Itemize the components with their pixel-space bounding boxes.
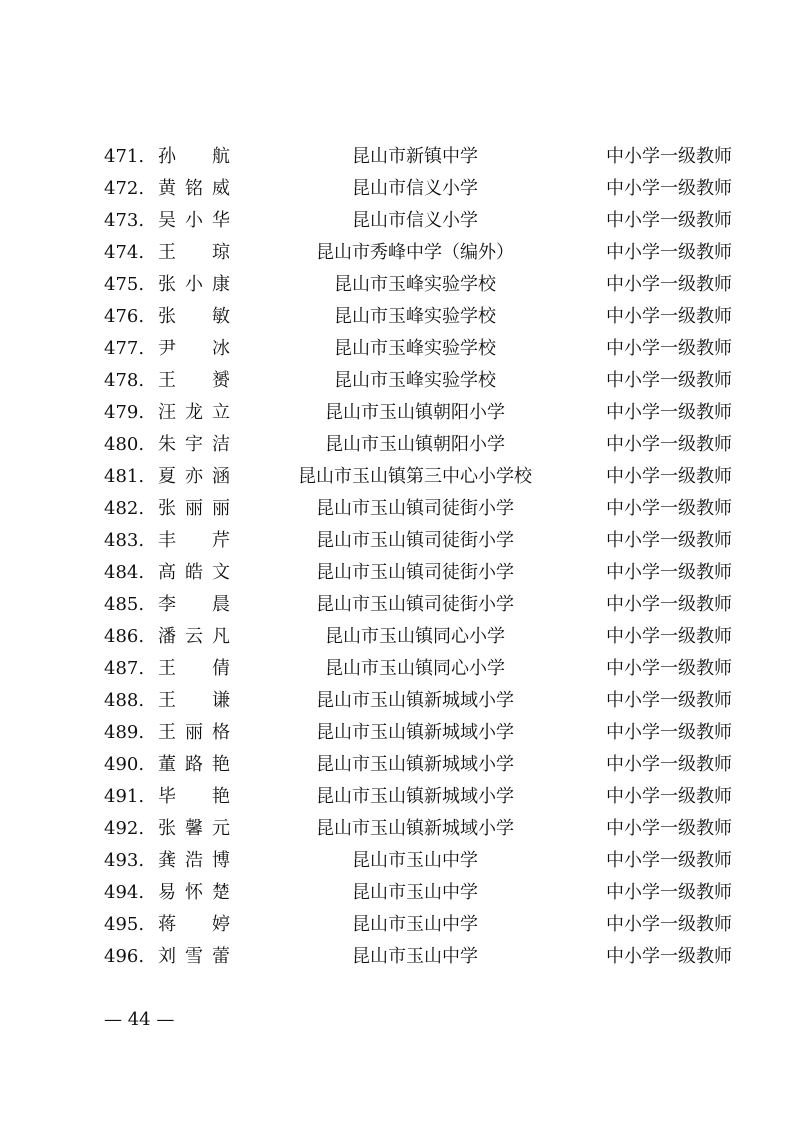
list-item (0, 877, 793, 909)
list-item (0, 781, 793, 813)
teacher-name: 张馨元 (158, 818, 230, 839)
teacher-name: 王 琼 (158, 242, 230, 263)
school-name: 昆山市玉山中学 (352, 850, 478, 871)
entry-number: 484. (104, 562, 145, 583)
teacher-name: 张丽丽 (158, 498, 230, 519)
teacher-title: 中小学一级教师 (606, 530, 732, 551)
teacher-name: 孙 航 (158, 146, 230, 167)
entry-number: 473. (104, 210, 145, 231)
teacher-title: 中小学一级教师 (606, 786, 732, 807)
teacher-name: 毕 艳 (158, 786, 230, 807)
teacher-title: 中小学一级教师 (606, 882, 732, 903)
teacher-name: 夏亦涵 (158, 466, 230, 487)
school-name: 昆山市玉山镇新城域小学 (316, 818, 514, 839)
teacher-name: 蒋 婷 (158, 914, 230, 935)
teacher-name: 高皓文 (158, 562, 230, 583)
teacher-name: 王 倩 (158, 658, 230, 679)
list-item (0, 557, 793, 589)
school-name: 昆山市新镇中学 (352, 146, 478, 167)
teacher-name: 张小康 (158, 274, 230, 295)
teacher-title: 中小学一级教师 (606, 946, 732, 967)
teacher-title: 中小学一级教师 (606, 690, 732, 711)
list-item (0, 429, 793, 461)
teacher-name: 董路艳 (158, 754, 230, 775)
school-name: 昆山市玉山镇朝阳小学 (325, 402, 505, 423)
teacher-title: 中小学一级教师 (606, 754, 732, 775)
list-item (0, 717, 793, 749)
entry-number: 487. (104, 658, 145, 679)
teacher-title: 中小学一级教师 (606, 498, 732, 519)
list-item (0, 173, 793, 205)
list-item (0, 461, 793, 493)
teacher-title: 中小学一级教师 (606, 274, 732, 295)
teacher-name: 朱宇洁 (158, 434, 230, 455)
entry-number: 480. (104, 434, 145, 455)
list-item (0, 333, 793, 365)
entry-number: 496. (104, 946, 145, 967)
teacher-title: 中小学一级教师 (606, 658, 732, 679)
entry-number: 476. (104, 306, 145, 327)
list-item (0, 269, 793, 301)
school-name: 昆山市玉山中学 (352, 914, 478, 935)
list-item (0, 493, 793, 525)
teacher-title: 中小学一级教师 (606, 402, 732, 423)
teacher-title: 中小学一级教师 (606, 146, 732, 167)
entry-number: 477. (104, 338, 145, 359)
teacher-title: 中小学一级教师 (606, 242, 732, 263)
school-name: 昆山市玉山镇新城域小学 (316, 754, 514, 775)
entry-number: 475. (104, 274, 145, 295)
entry-number: 478. (104, 370, 145, 391)
teacher-list (0, 141, 793, 973)
list-item (0, 845, 793, 877)
teacher-title: 中小学一级教师 (606, 626, 732, 647)
school-name: 昆山市玉峰实验学校 (334, 370, 496, 391)
school-name: 昆山市玉山镇第三中心小学校 (298, 466, 532, 487)
school-name: 昆山市玉峰实验学校 (334, 338, 496, 359)
teacher-title: 中小学一级教师 (606, 850, 732, 871)
teacher-name: 尹 冰 (158, 338, 230, 359)
entry-number: 474. (104, 242, 145, 263)
teacher-name: 张 敏 (158, 306, 230, 327)
entry-number: 471. (104, 146, 145, 167)
school-name: 昆山市玉山镇新城域小学 (316, 786, 514, 807)
entry-number: 482. (104, 498, 145, 519)
school-name: 昆山市玉山镇新城域小学 (316, 722, 514, 743)
entry-number: 479. (104, 402, 145, 423)
teacher-title: 中小学一级教师 (606, 562, 732, 583)
entry-number: 490. (104, 754, 145, 775)
entry-number: 495. (104, 914, 145, 935)
school-name: 昆山市玉峰实验学校 (334, 274, 496, 295)
list-item (0, 653, 793, 685)
school-name: 昆山市玉峰实验学校 (334, 306, 496, 327)
teacher-title: 中小学一级教师 (606, 178, 732, 199)
list-item (0, 813, 793, 845)
entry-number: 483. (104, 530, 145, 551)
school-name: 昆山市信义小学 (352, 210, 478, 231)
teacher-title: 中小学一级教师 (606, 210, 732, 231)
entry-number: 486. (104, 626, 145, 647)
list-item (0, 205, 793, 237)
teacher-title: 中小学一级教师 (606, 594, 732, 615)
entry-number: 491. (104, 786, 145, 807)
teacher-title: 中小学一级教师 (606, 914, 732, 935)
teacher-title: 中小学一级教师 (606, 338, 732, 359)
list-item (0, 525, 793, 557)
teacher-name: 吴小华 (158, 210, 230, 231)
teacher-title: 中小学一级教师 (606, 722, 732, 743)
list-item (0, 685, 793, 717)
entry-number: 481. (104, 466, 145, 487)
teacher-name: 龚浩博 (158, 850, 230, 871)
teacher-name: 丰 芹 (158, 530, 230, 551)
entry-number: 488. (104, 690, 145, 711)
teacher-name: 汪龙立 (158, 402, 230, 423)
teacher-title: 中小学一级教师 (606, 818, 732, 839)
teacher-title: 中小学一级教师 (606, 370, 732, 391)
entry-number: 485. (104, 594, 145, 615)
entry-number: 472. (104, 178, 145, 199)
list-item (0, 237, 793, 269)
school-name: 昆山市玉山镇朝阳小学 (325, 434, 505, 455)
school-name: 昆山市玉山镇司徒街小学 (316, 562, 514, 583)
school-name: 昆山市玉山镇司徒街小学 (316, 498, 514, 519)
teacher-title: 中小学一级教师 (606, 306, 732, 327)
list-item (0, 941, 793, 973)
page-number: — 44 — (104, 1009, 175, 1030)
school-name: 昆山市玉山镇同心小学 (325, 658, 505, 679)
list-item (0, 749, 793, 781)
teacher-name: 王 谦 (158, 690, 230, 711)
school-name: 昆山市玉山中学 (352, 882, 478, 903)
entry-number: 489. (104, 722, 145, 743)
school-name: 昆山市玉山镇司徒街小学 (316, 594, 514, 615)
teacher-name: 潘云凡 (158, 626, 230, 647)
school-name: 昆山市信义小学 (352, 178, 478, 199)
list-item (0, 621, 793, 653)
teacher-name: 刘雪蕾 (158, 946, 230, 967)
list-item (0, 301, 793, 333)
entry-number: 493. (104, 850, 145, 871)
teacher-name: 李 晨 (158, 594, 230, 615)
school-name: 昆山市玉山镇同心小学 (325, 626, 505, 647)
entry-number: 494. (104, 882, 145, 903)
list-item (0, 589, 793, 621)
list-item (0, 909, 793, 941)
school-name: 昆山市秀峰中学（编外） (316, 242, 514, 263)
list-item (0, 365, 793, 397)
teacher-title: 中小学一级教师 (606, 466, 732, 487)
school-name: 昆山市玉山镇新城域小学 (316, 690, 514, 711)
list-item (0, 141, 793, 173)
entry-number: 492. (104, 818, 145, 839)
teacher-name: 王 赟 (158, 370, 230, 391)
teacher-name: 王丽格 (158, 722, 230, 743)
teacher-name: 易怀楚 (158, 882, 230, 903)
school-name: 昆山市玉山镇司徒街小学 (316, 530, 514, 551)
list-item (0, 397, 793, 429)
school-name: 昆山市玉山中学 (352, 946, 478, 967)
teacher-name: 黄铭威 (158, 178, 230, 199)
teacher-title: 中小学一级教师 (606, 434, 732, 455)
